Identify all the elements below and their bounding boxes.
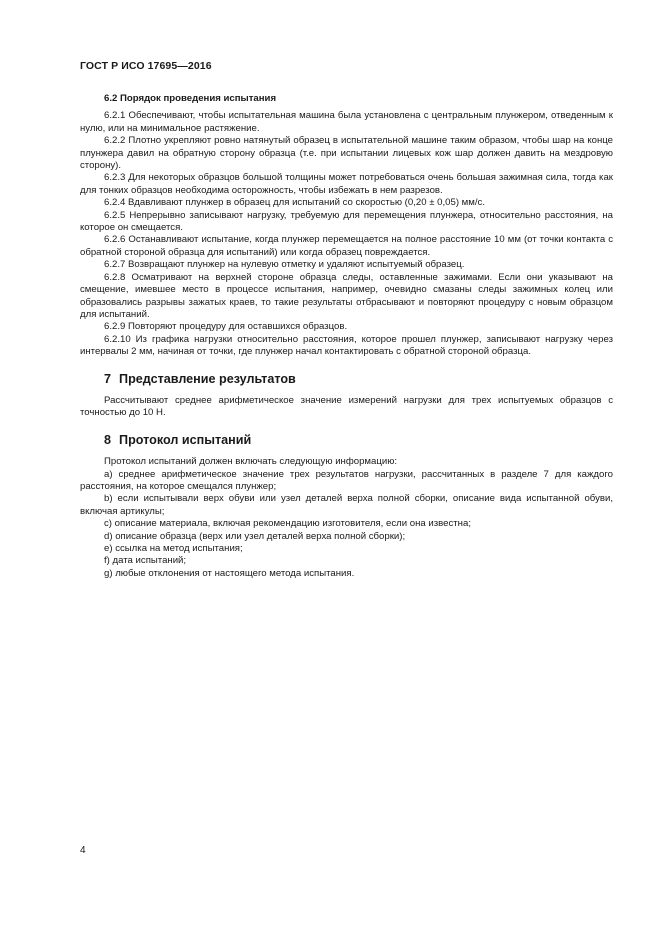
subsection-heading-6-2: 6.2 Порядок проведения испытания <box>104 93 277 104</box>
page-content <box>80 93 613 580</box>
section-heading-7 <box>80 373 613 385</box>
list-item-g: g) любые отклонения от настоящего метода испытания. <box>104 567 355 579</box>
page-number: 4 <box>80 845 86 856</box>
section-title: Протокол испытаний <box>119 432 252 447</box>
list-item-b: b) если испытывали верх обуви или узел деталей верха полной сборки, описание вида испытанной обуви, включая артикулы; <box>80 493 613 517</box>
list-item-d: d) описание образца (верх или узел деталей верха полной сборки); <box>104 530 406 542</box>
paragraph-6-2-5: 6.2.5 Непрерывно записывают нагрузку, требуемую для перемещения плунжера, относительно расстояния, на которое он смещается. <box>80 209 613 234</box>
list-item-c: c) описание материала, включая рекомендацию изготовителя, если она известна; <box>104 518 471 530</box>
paragraph-6-2-7: 6.2.7 Возвращают плунжер на нулевую отметку и удаляют испытуемый образец. <box>104 259 465 271</box>
paragraph-6-2-9: 6.2.9 Повторяют процедуру для оставшихся образцов. <box>104 321 348 333</box>
paragraph-6-2-10: 6.2.10 Из графика нагрузки относительно расстояния, которое прошел плунжер, записывают нагрузку через интервалы 2 мм, начиная от точки, где плунжер начал контактировать с обратной стороной образца. <box>80 333 613 358</box>
paragraph-6-2-3: 6.2.3 Для некоторых образцов большой толщины может потребоваться очень большая зажимная сила, тогда как для тонких образцов необходима осторожность, чтобы избежать в нем разрезов. <box>80 172 613 196</box>
list-item-e: e) ссылка на метод испытания; <box>104 543 243 554</box>
section-heading-8 <box>80 434 613 446</box>
paragraph-6-2-1: 6.2.1 Обеспечивают, чтобы испытательная машина была установлена с центральным плунжером, отведенным к нулю, или на минимальное растяжение. <box>80 110 613 134</box>
document-code-header: ГОСТ Р ИСО 17695—2016 <box>80 60 212 72</box>
list-item-f: f) дата испытаний; <box>104 555 187 567</box>
paragraph-8-intro: Протокол испытаний должен включать следующую информацию: <box>104 456 398 468</box>
paragraph-6-2-2: 6.2.2 Плотно укрепляют ровно натянутый образец в испытательной машине таким образом, чтобы шар на конце плунжера давил на обратную сторону образца (т.е. при испытании лицевых кож шар должен давить на мездровую сторону). <box>80 135 613 172</box>
section-number: 7 <box>104 371 112 386</box>
paragraph-7-1: Рассчитывают среднее арифметическое значение измерений нагрузки для трех испытуемых образцов с точностью до 10 Н. <box>80 394 613 419</box>
paragraph-6-2-4: 6.2.4 Вдавливают плунжер в образец для испытаний со скоростью (0,20 ± 0,05) мм/с. <box>104 197 485 209</box>
section-title: Представление результатов <box>119 371 296 386</box>
list-item-a: a) среднее арифметическое значение трех результатов нагрузки, рассчитанных в разделе 7 для каждого расстояния, на которое смещался плунжер; <box>80 468 613 492</box>
paragraph-6-2-8: 6.2.8 Осматривают на верхней стороне образца следы, оставленные зажимами. Если они указывают на смещение, имевшее место в процессе испытания, например, очевидно смазаны следы зажимных колец или образовались разрывы зажатых краев, то такие результаты отбрасывают и повторяют процедуру с новым образцом для испытаний. <box>80 271 613 320</box>
section-number: 8 <box>104 432 112 447</box>
paragraph-6-2-6: 6.2.6 Останавливают испытание, когда плунжер перемещается на полное расстояние 10 мм (от точки контакта с обратной стороной образца для испытаний) или когда образец повреждается. <box>80 234 613 258</box>
